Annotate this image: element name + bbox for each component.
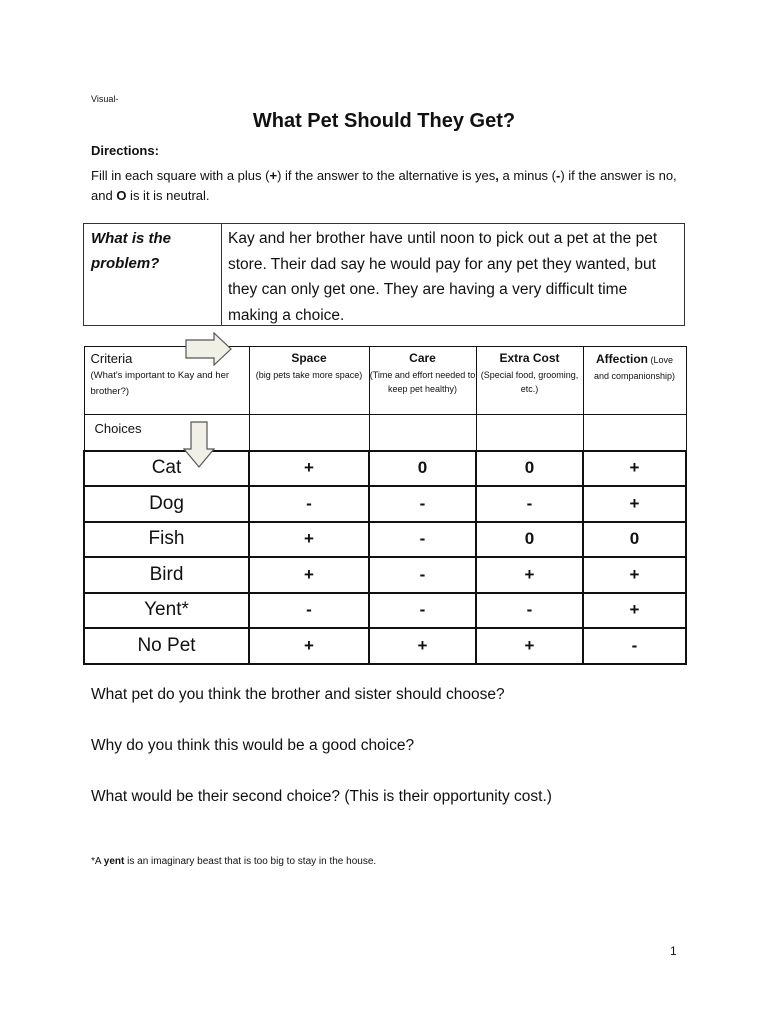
mark-cell: + <box>583 486 686 522</box>
column-subtitle: and companionship) <box>593 371 676 381</box>
mark-cell: - <box>369 522 476 558</box>
mark-cell: + <box>476 628 583 664</box>
mark-cell: + <box>249 522 369 558</box>
empty-cell <box>583 415 686 451</box>
column-title: Extra Cost <box>499 351 560 365</box>
pet-name: No Pet <box>84 628 249 664</box>
mark-cell: - <box>249 593 369 629</box>
directions-text: Fill in each square with a plus (+) if the answer to the alternative is yes, a minus (-) if the answer is no, and O is it is neutral. <box>91 168 677 203</box>
problem-box <box>83 223 685 326</box>
mark-cell: - <box>369 486 476 522</box>
column-subtitle: (big pets take more space) <box>255 370 363 380</box>
mark-cell: - <box>476 593 583 629</box>
mark-cell: 0 <box>476 522 583 558</box>
empty-cell <box>249 415 369 451</box>
mark-cell: 0 <box>583 522 686 558</box>
column-subtitle: (Special food, grooming, etc.) <box>480 370 579 394</box>
mark-cell: + <box>369 628 476 664</box>
mark-cell: - <box>369 557 476 593</box>
problem-answer: Kay and her brother have until noon to pick out a pet at the pet store. Their dad say he would pay for any pet they wanted, but they can only get one. They are having a very difficult time making a choice. <box>228 230 658 324</box>
mark-cell: + <box>249 557 369 593</box>
footnote: *A yent is an imaginary beast that is too big to stay in the house. <box>91 856 377 867</box>
column-header-care <box>369 347 476 415</box>
question-2: Why do you think this would be a good choice? <box>91 737 415 754</box>
mark-cell: + <box>583 557 686 593</box>
mark-cell: + <box>583 451 686 487</box>
empty-cell <box>476 415 583 451</box>
column-header-space <box>249 347 369 415</box>
mark-cell: 0 <box>369 451 476 487</box>
pet-name: Fish <box>84 522 249 558</box>
column-header-extra-cost <box>476 347 583 415</box>
mark-cell: - <box>249 486 369 522</box>
pet-row-cat <box>84 451 686 487</box>
choices-row <box>84 415 686 451</box>
decision-grid <box>83 346 687 665</box>
question-1: What pet do you think the brother and sister should choose? <box>91 686 505 703</box>
column-title: Space <box>291 351 327 365</box>
visual-tag: Visual- <box>91 94 119 104</box>
mark-cell: - <box>583 628 686 664</box>
pet-row-dog <box>84 486 686 522</box>
problem-question: What is the problem? <box>84 224 222 325</box>
page-title: What Pet Should They Get? <box>252 110 516 132</box>
down-arrow-icon <box>183 421 215 469</box>
pet-row-bird <box>84 557 686 593</box>
question-3: What would be their second choice? (This is their opportunity cost.) <box>91 788 552 805</box>
pet-name: Dog <box>84 486 249 522</box>
mark-cell: + <box>476 557 583 593</box>
criteria-row <box>84 347 686 415</box>
page-number: 1 <box>670 944 677 958</box>
mark-cell: + <box>583 593 686 629</box>
pet-name: Yent* <box>84 593 249 629</box>
criteria-label: Criteria <box>90 351 133 366</box>
mark-cell: 0 <box>476 451 583 487</box>
empty-cell <box>369 415 476 451</box>
column-header-affection <box>583 347 686 415</box>
criteria-subtitle: (What's important to Kay and her brother?) <box>90 370 230 397</box>
mark-cell: + <box>249 628 369 664</box>
pet-row-no-pet <box>84 628 686 664</box>
pet-row-yent <box>84 593 686 629</box>
column-title: Affection (Love <box>595 352 673 366</box>
choices-label: Choices <box>84 415 249 451</box>
pet-row-fish <box>84 522 686 558</box>
mark-cell: + <box>249 451 369 487</box>
column-title: Care <box>409 351 436 365</box>
mark-cell: - <box>476 486 583 522</box>
pet-name: Cat <box>84 451 249 487</box>
mark-cell: - <box>369 593 476 629</box>
directions-heading: Directions: <box>91 143 159 158</box>
right-arrow-icon <box>185 332 233 366</box>
column-subtitle: (Time and effort needed to keep pet healthy) <box>369 370 476 394</box>
pet-name: Bird <box>84 557 249 593</box>
